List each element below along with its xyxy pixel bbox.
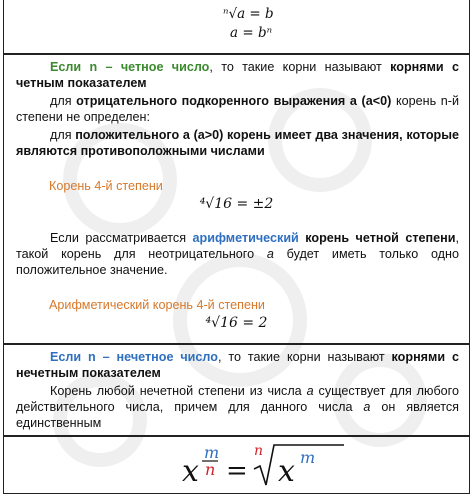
exponent-denominator: n xyxy=(205,460,216,479)
odd-number-heading: Если n – нечетное число xyxy=(50,350,218,364)
content-sheet xyxy=(3,0,470,494)
odd-intro-paragraph: Если n – нечетное число, то такие корни называют корнями с нечетным показателем xyxy=(16,350,459,380)
even-intro-paragraph: Если n – четное число, то такие корни называют корнями с четным показателем xyxy=(16,60,459,90)
arithmetic-root-paragraph: Если рассматривается арифметический корень четной степени, такой корень для неотрицательного a будет иметь только одно положительное значение. xyxy=(16,231,459,277)
arithmetic-term: арифметический xyxy=(192,231,299,245)
example2-label: Арифметический корень 4-й степени xyxy=(49,298,265,312)
power-definition-line: a = bⁿ xyxy=(230,25,273,41)
even-degree-section xyxy=(4,55,469,345)
example1-label: Корень 4-й степени xyxy=(49,179,163,193)
odd-existence-paragraph: Корень любой нечетной степени из числа a существует для любого действительного числа, причем для данного числа a он является единственным xyxy=(16,384,459,430)
rational-exponent-equation xyxy=(174,437,354,493)
formula-base: x xyxy=(182,454,199,489)
even-number-heading: Если n – четное число xyxy=(50,60,210,74)
example1-formula: ⁴√16 = ±2 xyxy=(199,196,274,212)
example2-formula: ⁴√16 = 2 xyxy=(205,315,268,331)
radical-sign xyxy=(254,445,344,485)
exponent-numerator: m xyxy=(204,443,220,462)
definition-formula-block xyxy=(4,0,469,55)
rational-exponent-formula xyxy=(4,437,469,494)
root-index: n xyxy=(254,443,264,459)
radicand-base: x xyxy=(278,454,295,489)
odd-roots-term: корнями с нечетным показателем xyxy=(16,350,459,380)
negative-radicand-paragraph: для отрицательного подкоренного выражения a (a<0) корень n-й степени не определен: xyxy=(16,94,459,124)
root-definition-line: ⁿ√a = b xyxy=(223,6,274,22)
radicand-exponent: m xyxy=(300,448,316,467)
positive-radicand-paragraph: для положительного a (a>0) корень имеет два значения, которые являются противоположными числами xyxy=(16,128,459,158)
odd-degree-section xyxy=(4,345,469,437)
even-roots-term: корнями с четным показателем xyxy=(16,60,459,90)
equals-sign: = xyxy=(226,456,248,486)
